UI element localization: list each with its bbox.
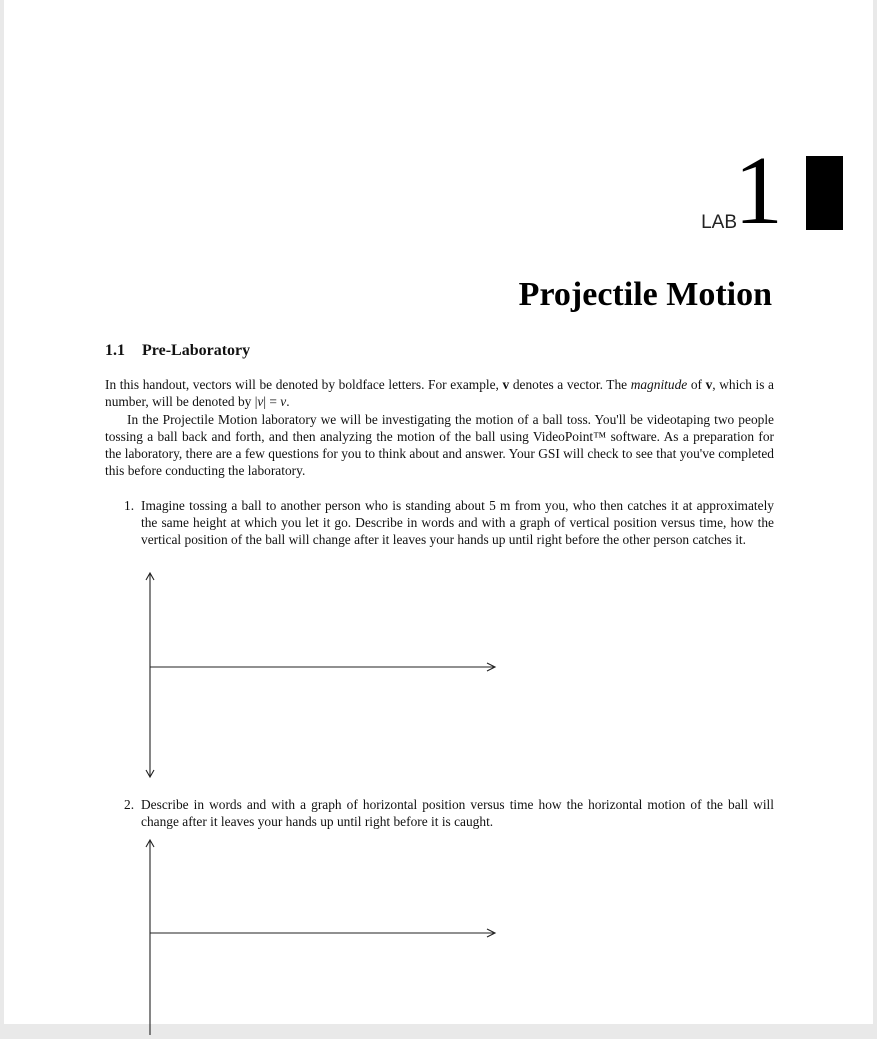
question-item bbox=[124, 796, 774, 830]
lab-marker-bar bbox=[806, 156, 843, 230]
intro-paragraph-2: In the Projectile Motion laboratory we will be investigating the motion of a ball toss. You'll be videotaping two people tossing a ball back and forth, and then analyzing the motion of the ball using VideoPoint™ software. As a preparation for the laboratory, there are a few questions for you to think about and answer. Your GSI will check to see that you've completed this before conducting the laboratory. bbox=[105, 412, 774, 478]
question-item bbox=[124, 497, 774, 548]
lab-header bbox=[573, 137, 873, 245]
question-text: Imagine tossing a ball to another person who is standing about 5 m from you, who then catches it at approximately the same height at which you let it go. Describe in words and with a graph of vertical position versus time, how the vertical position of the ball will change after it leaves your hands up until right before the other person catches it. bbox=[141, 498, 774, 547]
answer-graph-vertical bbox=[140, 568, 500, 787]
graph-axes bbox=[140, 835, 500, 1035]
section-number: 1.1 bbox=[105, 342, 125, 359]
question-text: Describe in words and with a graph of horizontal position versus time how the horizontal motion of the ball will change after it leaves your hands up until right before it is caught. bbox=[141, 797, 774, 829]
graph-axes bbox=[140, 568, 500, 783]
intro-paragraph-1: In this handout, vectors will be denoted by boldface letters. For example, v denotes a vector. The magnitude of v, which is a number, will be denoted by |v| = v. bbox=[105, 377, 774, 409]
section-title: Pre-Laboratory bbox=[142, 342, 251, 359]
lab-number: 1 bbox=[734, 137, 783, 245]
question-number: 1. bbox=[124, 498, 135, 513]
page-title: Projectile Motion bbox=[518, 276, 772, 313]
question-number: 2. bbox=[124, 797, 135, 812]
document-page bbox=[4, 0, 873, 1024]
lab-label: LAB bbox=[701, 212, 737, 233]
answer-graph-horizontal bbox=[140, 835, 500, 1039]
section-heading bbox=[105, 342, 250, 360]
